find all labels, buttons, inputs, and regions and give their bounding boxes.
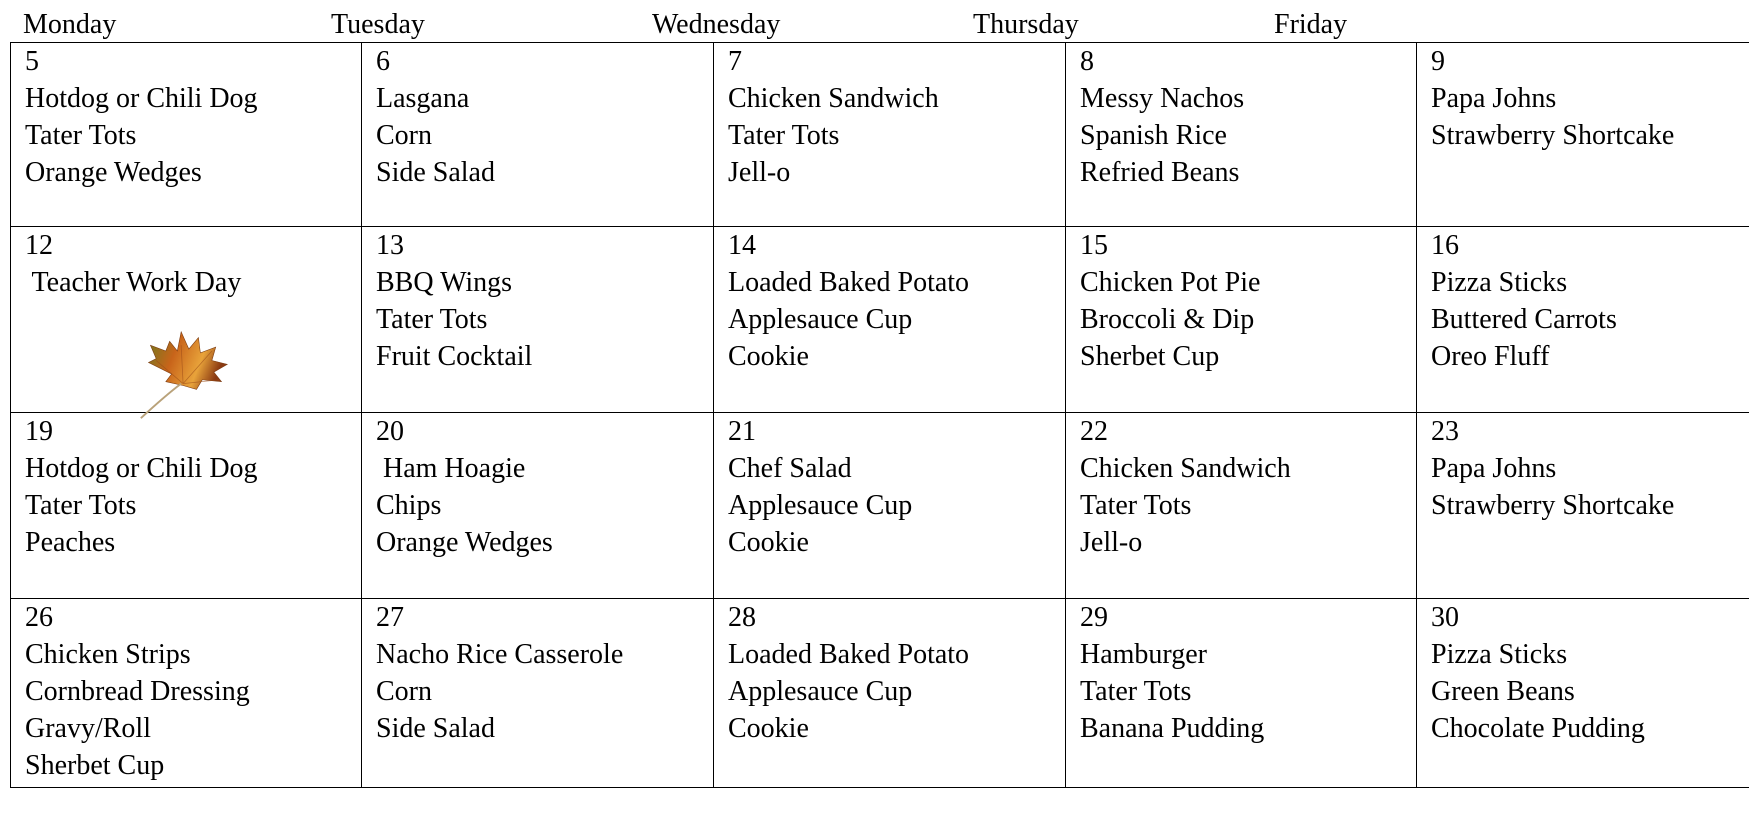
menu-item: Tater Tots	[25, 490, 137, 521]
weekday-header-tuesday: Tuesday	[331, 9, 425, 40]
day-cell-tuesday	[362, 413, 714, 599]
menu-item: Papa Johns	[1431, 453, 1557, 484]
menu-item: Chicken Sandwich	[728, 83, 939, 114]
menu-item: Refried Beans	[1080, 157, 1240, 188]
menu-item: Hotdog or Chili Dog	[25, 453, 258, 484]
menu-item: Cookie	[728, 527, 809, 558]
weekday-header-monday: Monday	[23, 9, 117, 40]
menu-item: Tater Tots	[25, 120, 137, 151]
menu-item: Chicken Sandwich	[1080, 453, 1291, 484]
menu-item: Messy Nachos	[1080, 83, 1245, 114]
menu-item: Nacho Rice Casserole	[376, 639, 624, 670]
day-number: 9	[1431, 46, 1445, 77]
menu-item: Side Salad	[376, 713, 495, 744]
menu-item: Banana Pudding	[1080, 713, 1265, 744]
day-number: 27	[376, 602, 404, 633]
menu-item: Applesauce Cup	[728, 676, 913, 707]
day-number: 13	[376, 230, 404, 261]
menu-item: Cookie	[728, 341, 809, 372]
day-cell-monday	[11, 43, 362, 227]
day-number: 23	[1431, 416, 1459, 447]
menu-item: Chicken Strips	[25, 639, 191, 670]
menu-item: Orange Wedges	[25, 157, 202, 188]
day-cell-tuesday	[362, 43, 714, 227]
menu-item: Tater Tots	[728, 120, 840, 151]
menu-item: Jell-o	[728, 157, 791, 188]
day-cell-thursday	[1066, 599, 1417, 788]
day-number: 21	[728, 416, 756, 447]
menu-item: Strawberry Shortcake	[1431, 490, 1675, 521]
menu-item: Hamburger	[1080, 639, 1207, 670]
day-cell-thursday	[1066, 227, 1417, 413]
day-cell-monday	[11, 599, 362, 788]
day-number: 26	[25, 602, 53, 633]
day-cell-monday	[11, 413, 362, 599]
menu-item: Oreo Fluff	[1431, 341, 1550, 372]
week-row	[11, 599, 1749, 788]
day-number: 12	[25, 230, 53, 261]
lunch-menu-calendar	[10, 42, 1749, 788]
day-number: 30	[1431, 602, 1459, 633]
day-number: 7	[728, 46, 742, 77]
menu-item: Chocolate Pudding	[1431, 713, 1645, 744]
menu-item: Tater Tots	[1080, 490, 1192, 521]
day-number: 22	[1080, 416, 1108, 447]
menu-item: Peaches	[25, 527, 116, 558]
menu-item: Fruit Cocktail	[376, 341, 533, 372]
day-cell-tuesday	[362, 599, 714, 788]
day-cell-wednesday	[714, 599, 1066, 788]
maple-leaf-icon	[126, 326, 244, 422]
menu-item: BBQ Wings	[376, 267, 513, 298]
menu-item: Loaded Baked Potato	[728, 639, 970, 670]
menu-item: Broccoli & Dip	[1080, 304, 1255, 335]
menu-item: Cookie	[728, 713, 809, 744]
day-number: 20	[376, 416, 404, 447]
week-row	[11, 43, 1749, 227]
menu-item: Sherbet Cup	[1080, 341, 1220, 372]
menu-item: Tater Tots	[1080, 676, 1192, 707]
menu-item: Buttered Carrots	[1431, 304, 1617, 335]
menu-item: Chef Salad	[728, 453, 852, 484]
weekday-header-row	[0, 6, 1749, 42]
day-number: 14	[728, 230, 756, 261]
menu-item: Spanish Rice	[1080, 120, 1227, 151]
day-number: 5	[25, 46, 39, 77]
menu-item: Applesauce Cup	[728, 304, 913, 335]
day-number: 6	[376, 46, 390, 77]
menu-item: Orange Wedges	[376, 527, 553, 558]
menu-item: Green Beans	[1431, 676, 1575, 707]
day-number: 8	[1080, 46, 1094, 77]
menu-item: Teacher Work Day	[25, 267, 242, 298]
menu-item: Ham Hoagie	[376, 453, 526, 484]
day-cell-tuesday	[362, 227, 714, 413]
weekday-header-thursday: Thursday	[973, 9, 1079, 40]
day-cell-thursday	[1066, 43, 1417, 227]
day-cell-thursday	[1066, 413, 1417, 599]
day-number: 16	[1431, 230, 1459, 261]
day-number: 15	[1080, 230, 1108, 261]
menu-item: Tater Tots	[376, 304, 488, 335]
menu-item: Corn	[376, 676, 432, 707]
menu-item: Sherbet Cup	[25, 750, 165, 781]
weekday-header-friday: Friday	[1274, 9, 1348, 40]
day-cell-friday	[1417, 599, 1749, 788]
day-number: 28	[728, 602, 756, 633]
day-cell-friday	[1417, 227, 1749, 413]
day-cell-wednesday	[714, 43, 1066, 227]
menu-item: Papa Johns	[1431, 83, 1557, 114]
calendar-body	[11, 43, 1749, 788]
week-row	[11, 413, 1749, 599]
menu-item: Cornbread Dressing	[25, 676, 250, 707]
weekday-header-wednesday: Wednesday	[652, 9, 781, 40]
day-cell-friday	[1417, 413, 1749, 599]
day-cell-friday	[1417, 43, 1749, 227]
menu-item: Loaded Baked Potato	[728, 267, 970, 298]
day-cell-wednesday	[714, 413, 1066, 599]
menu-item: Hotdog or Chili Dog	[25, 83, 258, 114]
menu-item: Jell-o	[1080, 527, 1143, 558]
day-number: 29	[1080, 602, 1108, 633]
day-cell-wednesday	[714, 227, 1066, 413]
menu-item: Chips	[376, 490, 442, 521]
menu-item: Lasgana	[376, 83, 470, 114]
week-row	[11, 227, 1749, 413]
menu-item: Gravy/Roll	[25, 713, 151, 744]
menu-item: Pizza Sticks	[1431, 639, 1568, 670]
menu-item: Pizza Sticks	[1431, 267, 1568, 298]
menu-item: Applesauce Cup	[728, 490, 913, 521]
menu-item: Side Salad	[376, 157, 495, 188]
day-number: 19	[25, 416, 53, 447]
menu-item: Strawberry Shortcake	[1431, 120, 1675, 151]
menu-item: Corn	[376, 120, 432, 151]
menu-item: Chicken Pot Pie	[1080, 267, 1261, 298]
